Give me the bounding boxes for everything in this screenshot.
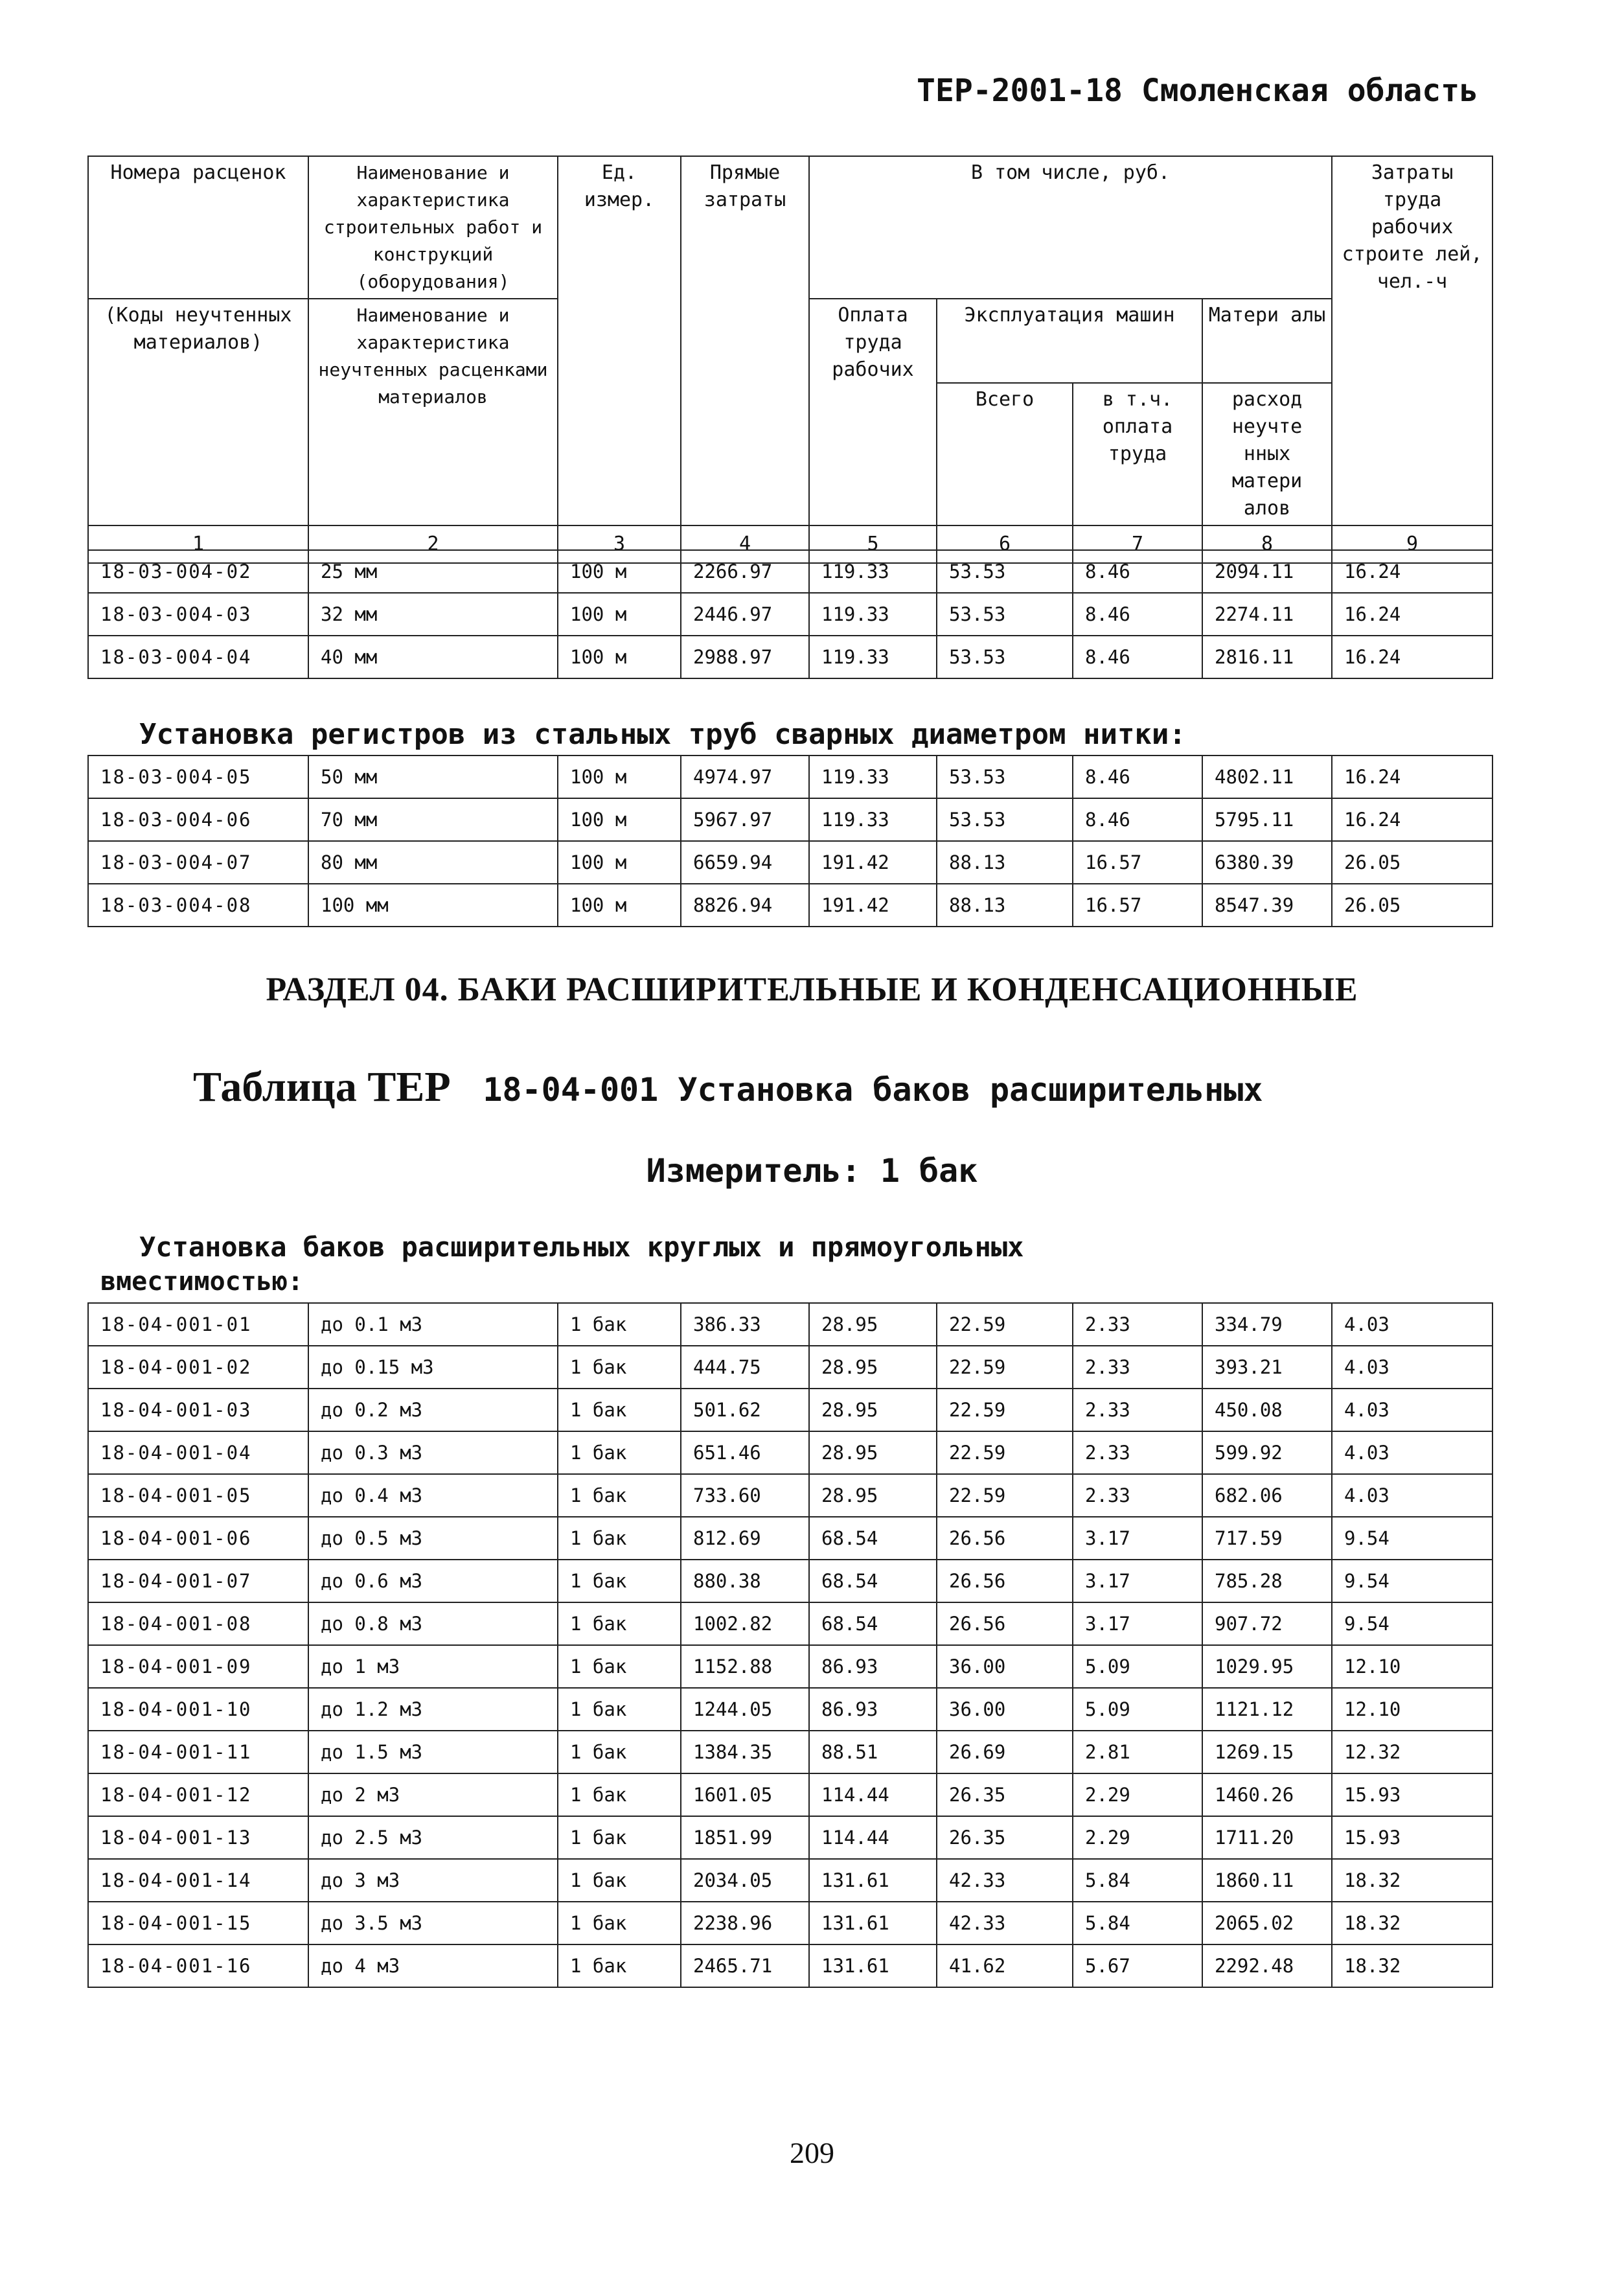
table-cell: 4802.11 xyxy=(1202,756,1332,798)
table-cell: 18-04-001-03 xyxy=(88,1389,308,1431)
table-cell: 15.93 xyxy=(1332,1816,1492,1859)
table-cell: 15.93 xyxy=(1332,1773,1492,1816)
table-cell: до 0.8 м3 xyxy=(308,1602,558,1645)
table-cell: 53.53 xyxy=(937,636,1073,678)
table-cell: 50 мм xyxy=(308,756,558,798)
table-cell: 26.35 xyxy=(937,1773,1073,1816)
table-row xyxy=(88,1731,1492,1773)
table-cell: 2034.05 xyxy=(681,1859,809,1902)
table-cell: 2.29 xyxy=(1073,1773,1202,1816)
col-number: 9 xyxy=(1332,525,1492,563)
table-cell: 4.03 xyxy=(1332,1431,1492,1474)
table-cell: 53.53 xyxy=(937,550,1073,593)
col1-header-top: Номера расценок xyxy=(88,156,308,299)
table-cell: 1860.11 xyxy=(1202,1859,1332,1902)
table-cell: до 0.15 м3 xyxy=(308,1346,558,1389)
table-cell: 1 бак xyxy=(558,1303,681,1346)
table-cell: 393.21 xyxy=(1202,1346,1332,1389)
table-row xyxy=(88,1944,1492,1987)
table-cell: 28.95 xyxy=(809,1303,937,1346)
table-cell: 53.53 xyxy=(937,756,1073,798)
table-cell: 68.54 xyxy=(809,1560,937,1602)
table-cell: 70 мм xyxy=(308,798,558,841)
table-cell: 86.93 xyxy=(809,1688,937,1731)
table-cell: 1029.95 xyxy=(1202,1645,1332,1688)
table-cell: 18-04-001-11 xyxy=(88,1731,308,1773)
table-cell: 28.95 xyxy=(809,1474,937,1517)
table-cell: 1 бак xyxy=(558,1773,681,1816)
table-cell: 18-03-004-04 xyxy=(88,636,308,678)
table-cell: 18-03-004-02 xyxy=(88,550,308,593)
table-cell: 26.05 xyxy=(1332,884,1492,927)
table-cell: 2266.97 xyxy=(681,550,809,593)
table-cell: 8.46 xyxy=(1073,756,1202,798)
table-cell: 1711.20 xyxy=(1202,1816,1332,1859)
table-cell: 16.24 xyxy=(1332,756,1492,798)
machines-header: Эксплуатация машин xyxy=(937,299,1202,383)
table-cell: 4.03 xyxy=(1332,1346,1492,1389)
table-cell: 16.24 xyxy=(1332,636,1492,678)
table-cell: 18-03-004-05 xyxy=(88,756,308,798)
table-cell: 2816.11 xyxy=(1202,636,1332,678)
table-cell: 119.33 xyxy=(809,550,937,593)
table-cell: 2.33 xyxy=(1073,1474,1202,1517)
table-cell: 1152.88 xyxy=(681,1645,809,1688)
table-cell: 18-03-004-03 xyxy=(88,593,308,636)
table-cell: до 3 м3 xyxy=(308,1859,558,1902)
col2-header-bottom: Наименование и характеристика неучтенных расценками материалов xyxy=(308,299,558,525)
table-cell: 785.28 xyxy=(1202,1560,1332,1602)
table-cell: 18-04-001-05 xyxy=(88,1474,308,1517)
table-cell: 131.61 xyxy=(809,1859,937,1902)
table-title xyxy=(193,1063,1263,1112)
table-cell: 28.95 xyxy=(809,1389,937,1431)
table-cell: 880.38 xyxy=(681,1560,809,1602)
table-cell: 119.33 xyxy=(809,593,937,636)
table-cell: 53.53 xyxy=(937,593,1073,636)
table-cell: 1460.26 xyxy=(1202,1773,1332,1816)
table-cell: 682.06 xyxy=(1202,1474,1332,1517)
table-cell: 8.46 xyxy=(1073,798,1202,841)
table-row xyxy=(88,1773,1492,1816)
page-number: 209 xyxy=(790,2136,834,2169)
table-cell: 1 бак xyxy=(558,1431,681,1474)
table-cell: 386.33 xyxy=(681,1303,809,1346)
table-cell: 2.29 xyxy=(1073,1816,1202,1859)
table-cell: 28.95 xyxy=(809,1431,937,1474)
col8-header-bottom: расход неучте нных матери алов xyxy=(1202,383,1332,525)
table-cell: 1 бак xyxy=(558,1731,681,1773)
table-cell: 100 м xyxy=(558,593,681,636)
table-cell: 5.67 xyxy=(1073,1944,1202,1987)
col-number: 7 xyxy=(1073,525,1202,563)
table-cell: 6659.94 xyxy=(681,841,809,884)
col3-header: Ед. измер. xyxy=(558,156,681,525)
table-cell: 2.33 xyxy=(1073,1389,1202,1431)
table-cell: 5.84 xyxy=(1073,1902,1202,1944)
table-row xyxy=(88,841,1492,884)
table-cell: 12.10 xyxy=(1332,1645,1492,1688)
table-cell: 4.03 xyxy=(1332,1474,1492,1517)
table-title-prefix: Таблица ТЕР xyxy=(193,1063,451,1111)
table-cell: 100 мм xyxy=(308,884,558,927)
column-header-table xyxy=(87,156,1493,564)
col-number: 8 xyxy=(1202,525,1332,563)
section-heading: РАЗДЕЛ 04. БАКИ РАСШИРИТЕЛЬНЫЕ И КОНДЕНСАЦИОННЫЕ xyxy=(266,971,1358,1008)
subsection-title-c-line1: Установка баков расширительных круглых и прямоугольных xyxy=(139,1231,1024,1263)
table-cell: до 1.2 м3 xyxy=(308,1688,558,1731)
table-cell: 5967.97 xyxy=(681,798,809,841)
table-cell: 68.54 xyxy=(809,1602,937,1645)
table-cell: 18-04-001-13 xyxy=(88,1816,308,1859)
table-cell: до 0.5 м3 xyxy=(308,1517,558,1560)
table-cell: 8547.39 xyxy=(1202,884,1332,927)
table-cell: 18.32 xyxy=(1332,1944,1492,1987)
table-cell: 2292.48 xyxy=(1202,1944,1332,1987)
table-cell: 1 бак xyxy=(558,1346,681,1389)
table-cell: 18.32 xyxy=(1332,1859,1492,1902)
col-number: 2 xyxy=(308,525,558,563)
table-row xyxy=(88,1688,1492,1731)
table-cell: 4.03 xyxy=(1332,1389,1492,1431)
table-cell: 131.61 xyxy=(809,1902,937,1944)
table-cell: 3.17 xyxy=(1073,1517,1202,1560)
table-cell: 36.00 xyxy=(937,1645,1073,1688)
table-cell: 40 мм xyxy=(308,636,558,678)
table-cell: 2094.11 xyxy=(1202,550,1332,593)
table-cell: 191.42 xyxy=(809,841,937,884)
table-cell: 1002.82 xyxy=(681,1602,809,1645)
table-cell: 18-03-004-07 xyxy=(88,841,308,884)
table-cell: 18-04-001-14 xyxy=(88,1859,308,1902)
table-cell: 100 м xyxy=(558,636,681,678)
table-cell: 1 бак xyxy=(558,1602,681,1645)
table-cell: 119.33 xyxy=(809,798,937,841)
table-cell: до 1.5 м3 xyxy=(308,1731,558,1773)
table-cell: 18-03-004-06 xyxy=(88,798,308,841)
table-cell: 26.05 xyxy=(1332,841,1492,884)
col-number: 1 xyxy=(88,525,308,563)
table-row xyxy=(88,1902,1492,1944)
table-cell: 5795.11 xyxy=(1202,798,1332,841)
table-cell: 4974.97 xyxy=(681,756,809,798)
subsection-title-b: Установка регистров из стальных труб сварных диаметром нитки: xyxy=(139,718,1186,751)
col4-header: Прямые затраты xyxy=(681,156,809,525)
table-cell: 25 мм xyxy=(308,550,558,593)
col-number: 3 xyxy=(558,525,681,563)
table-cell: 1 бак xyxy=(558,1902,681,1944)
measure-unit: Измеритель: 1 бак xyxy=(646,1152,978,1190)
table-cell: 18.32 xyxy=(1332,1902,1492,1944)
table-row xyxy=(88,1431,1492,1474)
table-cell: 16.24 xyxy=(1332,798,1492,841)
table-cell: 8.46 xyxy=(1073,593,1202,636)
table-cell: 4.03 xyxy=(1332,1303,1492,1346)
table-cell: 119.33 xyxy=(809,756,937,798)
table-cell: 18-04-001-07 xyxy=(88,1560,308,1602)
col6-header: Всего xyxy=(937,383,1073,525)
table-cell: 1244.05 xyxy=(681,1688,809,1731)
table-cell: 812.69 xyxy=(681,1517,809,1560)
table-cell: 22.59 xyxy=(937,1346,1073,1389)
table-cell: 2238.96 xyxy=(681,1902,809,1944)
table-cell: 1 бак xyxy=(558,1688,681,1731)
table-cell: 100 м xyxy=(558,798,681,841)
table-cell: 9.54 xyxy=(1332,1560,1492,1602)
table-cell: 16.24 xyxy=(1332,593,1492,636)
table-cell: 2988.97 xyxy=(681,636,809,678)
table-cell: 8826.94 xyxy=(681,884,809,927)
table-row xyxy=(88,756,1492,798)
col2-header-top: Наименование и характеристика строительных работ и конструкций (оборудования) xyxy=(308,156,558,299)
table-cell: до 4 м3 xyxy=(308,1944,558,1987)
table-row xyxy=(88,550,1492,593)
table-cell: 22.59 xyxy=(937,1303,1073,1346)
table-cell: 2.33 xyxy=(1073,1346,1202,1389)
table-cell: 501.62 xyxy=(681,1389,809,1431)
table-cell: до 0.6 м3 xyxy=(308,1560,558,1602)
table-cell: 26.56 xyxy=(937,1517,1073,1560)
table-cell: 2.33 xyxy=(1073,1431,1202,1474)
table-cell: 131.61 xyxy=(809,1944,937,1987)
table-cell: 2065.02 xyxy=(1202,1902,1332,1944)
table-cell: 100 м xyxy=(558,550,681,593)
table-cell: 12.32 xyxy=(1332,1731,1492,1773)
table-row xyxy=(88,1560,1492,1602)
table-cell: 100 м xyxy=(558,884,681,927)
table-row xyxy=(88,798,1492,841)
table-cell: 3.17 xyxy=(1073,1560,1202,1602)
table-cell: 18-04-001-04 xyxy=(88,1431,308,1474)
table-cell: 86.93 xyxy=(809,1645,937,1688)
table-cell: 18-04-001-02 xyxy=(88,1346,308,1389)
table-cell: 1 бак xyxy=(558,1389,681,1431)
subsection-title-c-line2: вместимостью: xyxy=(100,1267,304,1297)
table-cell: 8.46 xyxy=(1073,636,1202,678)
table-cell: 717.59 xyxy=(1202,1517,1332,1560)
table-cell: 2465.71 xyxy=(681,1944,809,1987)
col-number: 6 xyxy=(937,525,1073,563)
table-cell: 9.54 xyxy=(1332,1602,1492,1645)
table-cell: 68.54 xyxy=(809,1517,937,1560)
table-cell: 18-04-001-08 xyxy=(88,1602,308,1645)
rates-table-a xyxy=(87,549,1493,679)
table-cell: 1269.15 xyxy=(1202,1731,1332,1773)
table-cell: 1601.05 xyxy=(681,1773,809,1816)
table-row xyxy=(88,1346,1492,1389)
table-cell: до 0.1 м3 xyxy=(308,1303,558,1346)
table-cell: 26.56 xyxy=(937,1560,1073,1602)
table-cell: 18-03-004-08 xyxy=(88,884,308,927)
table-cell: до 0.4 м3 xyxy=(308,1474,558,1517)
table-cell: 22.59 xyxy=(937,1474,1073,1517)
table-cell: 1 бак xyxy=(558,1517,681,1560)
table-cell: 18-04-001-09 xyxy=(88,1645,308,1688)
table-cell: 18-04-001-01 xyxy=(88,1303,308,1346)
table-cell: 100 м xyxy=(558,841,681,884)
table-cell: 36.00 xyxy=(937,1688,1073,1731)
table-cell: до 3.5 м3 xyxy=(308,1902,558,1944)
table-cell: 26.56 xyxy=(937,1602,1073,1645)
table-cell: до 0.3 м3 xyxy=(308,1431,558,1474)
table-cell: 6380.39 xyxy=(1202,841,1332,884)
table-cell: 450.08 xyxy=(1202,1389,1332,1431)
table-cell: 1 бак xyxy=(558,1474,681,1517)
table-cell: 26.69 xyxy=(937,1731,1073,1773)
table-cell: 22.59 xyxy=(937,1431,1073,1474)
table-cell: 8.46 xyxy=(1073,550,1202,593)
table-cell: 9.54 xyxy=(1332,1517,1492,1560)
table-cell: 114.44 xyxy=(809,1773,937,1816)
table-row xyxy=(88,1602,1492,1645)
table-cell: 1121.12 xyxy=(1202,1688,1332,1731)
col9-header: Затраты труда рабочих строите лей, чел.-ч xyxy=(1332,156,1492,525)
table-cell: 191.42 xyxy=(809,884,937,927)
table-cell: 334.79 xyxy=(1202,1303,1332,1346)
table-cell: 88.13 xyxy=(937,884,1073,927)
table-cell: 80 мм xyxy=(308,841,558,884)
table-cell: 16.57 xyxy=(1073,841,1202,884)
table-cell: 444.75 xyxy=(681,1346,809,1389)
table-row xyxy=(88,1859,1492,1902)
table-row xyxy=(88,593,1492,636)
table-row xyxy=(88,1816,1492,1859)
table-cell: 18-04-001-15 xyxy=(88,1902,308,1944)
col-number: 5 xyxy=(809,525,937,563)
col7-header: в т.ч. оплата труда xyxy=(1073,383,1202,525)
table-cell: 114.44 xyxy=(809,1816,937,1859)
table-cell: 1 бак xyxy=(558,1645,681,1688)
col-number: 4 xyxy=(681,525,809,563)
table-cell: 22.59 xyxy=(937,1389,1073,1431)
table-cell: 907.72 xyxy=(1202,1602,1332,1645)
table-cell: 2.81 xyxy=(1073,1731,1202,1773)
table-cell: 2274.11 xyxy=(1202,593,1332,636)
table-cell: 88.13 xyxy=(937,841,1073,884)
table-title-rest: 18-04-001 Установка баков расширительных xyxy=(483,1071,1263,1109)
table-cell: до 1 м3 xyxy=(308,1645,558,1688)
table-cell: 2446.97 xyxy=(681,593,809,636)
table-cell: 1 бак xyxy=(558,1560,681,1602)
table-cell: 1 бак xyxy=(558,1944,681,1987)
table-row xyxy=(88,1645,1492,1688)
table-cell: 26.35 xyxy=(937,1816,1073,1859)
table-cell: 5.84 xyxy=(1073,1859,1202,1902)
col1-header-bottom: (Коды неучтенных материалов) xyxy=(88,299,308,525)
col8-header-top: Матери алы xyxy=(1202,299,1332,383)
table-cell: 42.33 xyxy=(937,1902,1073,1944)
table-cell: 1 бак xyxy=(558,1816,681,1859)
table-row xyxy=(88,636,1492,678)
table-row xyxy=(88,1389,1492,1431)
table-cell: 42.33 xyxy=(937,1859,1073,1902)
rates-table-c xyxy=(87,1302,1493,1988)
table-cell: 2.33 xyxy=(1073,1303,1202,1346)
table-cell: 599.92 xyxy=(1202,1431,1332,1474)
table-cell: 18-04-001-06 xyxy=(88,1517,308,1560)
table-cell: 88.51 xyxy=(809,1731,937,1773)
table-cell: 1384.35 xyxy=(681,1731,809,1773)
col5-header: Оплата труда рабочих xyxy=(809,299,937,525)
table-cell: 18-04-001-12 xyxy=(88,1773,308,1816)
table-cell: 5.09 xyxy=(1073,1645,1202,1688)
table-row xyxy=(88,1517,1492,1560)
table-cell: 5.09 xyxy=(1073,1688,1202,1731)
table-cell: 28.95 xyxy=(809,1346,937,1389)
table-cell: 53.53 xyxy=(937,798,1073,841)
table-cell: 733.60 xyxy=(681,1474,809,1517)
table-cell: 119.33 xyxy=(809,636,937,678)
table-cell: 1851.99 xyxy=(681,1816,809,1859)
table-cell: 32 мм xyxy=(308,593,558,636)
table-cell: 100 м xyxy=(558,756,681,798)
table-cell: до 0.2 м3 xyxy=(308,1389,558,1431)
table-cell: до 2.5 м3 xyxy=(308,1816,558,1859)
table-cell: 3.17 xyxy=(1073,1602,1202,1645)
table-cell: 1 бак xyxy=(558,1859,681,1902)
rates-table-b xyxy=(87,755,1493,927)
table-cell: 16.57 xyxy=(1073,884,1202,927)
table-cell: до 2 м3 xyxy=(308,1773,558,1816)
table-cell: 651.46 xyxy=(681,1431,809,1474)
table-row xyxy=(88,1474,1492,1517)
table-cell: 41.62 xyxy=(937,1944,1073,1987)
table-cell: 12.10 xyxy=(1332,1688,1492,1731)
group-header: В том числе, руб. xyxy=(809,156,1332,299)
table-cell: 16.24 xyxy=(1332,550,1492,593)
table-cell: 18-04-001-16 xyxy=(88,1944,308,1987)
table-row xyxy=(88,1303,1492,1346)
table-row xyxy=(88,884,1492,927)
page-header-title: ТЕР-2001-18 Смоленская область xyxy=(917,73,1478,109)
table-cell: 18-04-001-10 xyxy=(88,1688,308,1731)
